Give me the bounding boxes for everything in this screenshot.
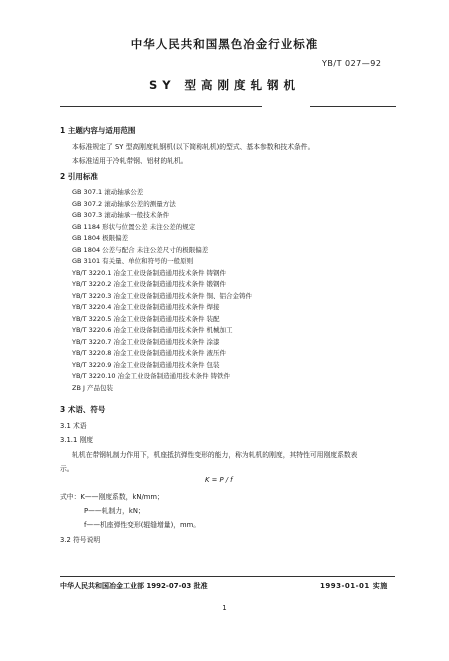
section-2-heading: 2 引用标准 bbox=[60, 172, 98, 181]
reference-item: YB/T 3220.5 冶金工业设备制造通用技术条件 装配 bbox=[72, 314, 220, 323]
section-1-line-2: 本标准适用于冷轧带钢、铝材的轧机。 bbox=[72, 157, 188, 165]
reference-item: GB 1184 形状与位置公差 未注公差的规定 bbox=[72, 222, 196, 231]
section-1-line-1: 本标准规定了 SY 型高刚度轧钢机(以下简称轧机)的型式、基本参数和技术条件。 bbox=[72, 143, 315, 151]
effective-date: 1993-01-01 实施 bbox=[320, 582, 388, 590]
reference-item: YB/T 3220.9 冶金工业设备制造通用技术条件 包装 bbox=[72, 360, 220, 369]
reference-item: YB/T 3220.6 冶金工业设备制造通用技术条件 机械加工 bbox=[72, 326, 233, 334]
title-rule-right bbox=[310, 106, 396, 107]
where-line-2: P——轧制力，kN； bbox=[84, 507, 145, 515]
section-3-heading: 3 术语、符号 bbox=[60, 405, 106, 414]
reference-item: GB 3101 有关量、单位和符号的一般原则 bbox=[72, 257, 194, 265]
subsection-3-2: 3.2 符号说明 bbox=[60, 536, 101, 544]
subsection-3-1-1: 3.1.1 刚度 bbox=[60, 436, 94, 444]
reference-item: GB 1804 公差与配合 未注公差尺寸的极限偏差 bbox=[72, 245, 209, 254]
reference-item: YB/T 3220.4 冶金工业设备制造通用技术条件 焊接 bbox=[72, 303, 220, 311]
title-rule-left bbox=[60, 106, 262, 107]
section-3-para-2: 示。 bbox=[60, 465, 74, 473]
document-title: SY 型高刚度轧钢机 bbox=[148, 78, 301, 92]
stiffness-formula: K = P / f bbox=[205, 476, 233, 484]
page-number: 1 bbox=[222, 604, 227, 612]
standard-number: YB/T 027—92 bbox=[322, 59, 382, 68]
section-1-heading: 1 主题内容与适用范围 bbox=[60, 126, 136, 135]
section-3-para-1: 轧机在带钢轧制力作用下，机座抵抗弹性变形的能力，称为轧机的刚度，其特性可用刚度系数表 bbox=[72, 451, 358, 459]
header-title: 中华人民共和国黑色冶金行业标准 bbox=[130, 37, 319, 51]
reference-item: YB/T 3220.1 冶金工业设备制造通用技术条件 铸钢件 bbox=[72, 268, 227, 277]
reference-item: YB/T 3220.8 冶金工业设备制造通用技术条件 液压件 bbox=[72, 349, 227, 357]
where-line-1: 式中：K——刚度系数，kN/mm； bbox=[60, 493, 164, 501]
subsection-3-1: 3.1 术语 bbox=[60, 422, 87, 430]
footer-rule bbox=[60, 576, 395, 577]
reference-item: GB 307.3 滚动轴承一般技术条件 bbox=[72, 211, 170, 219]
reference-item: YB/T 3220.2 冶金工业设备制造通用技术条件 锻钢件 bbox=[72, 280, 227, 288]
reference-item: YB/T 3220.10 冶金工业设备制造通用技术条件 铸铁件 bbox=[72, 372, 231, 380]
reference-item: YB/T 3220.3 冶金工业设备制造通用技术条件 铜、铝合金铸件 bbox=[72, 291, 253, 300]
reference-item: GB 1804 极限偏差 bbox=[72, 234, 129, 242]
reference-item: GB 307.1 滚动轴承公差 bbox=[72, 188, 144, 196]
where-line-3: f——机座弹性变形(辊缝增量)，mm。 bbox=[84, 521, 201, 529]
reference-item: GB 307.2 滚动轴承公差的测量方法 bbox=[72, 199, 176, 208]
approval-note: 中华人民共和国冶金工业部 1992-07-03 批准 bbox=[60, 582, 208, 590]
reference-item: YB/T 3220.7 冶金工业设备制造通用技术条件 涂漆 bbox=[72, 337, 220, 346]
reference-item: ZB J 产品包装 bbox=[72, 383, 113, 392]
